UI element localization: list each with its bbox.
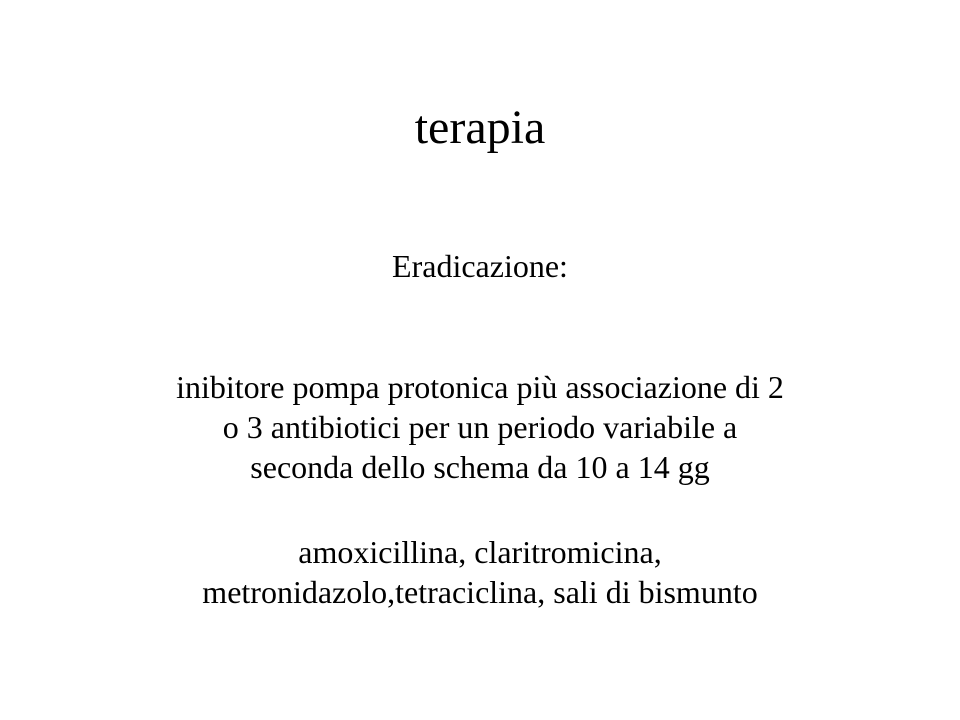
therapy-description <box>60 367 900 487</box>
slide-title: terapia <box>414 101 546 154</box>
subtitle-eradicazione: Eradicazione: <box>392 248 568 284</box>
therapy-description-line: seconda dello schema da 10 a 14 gg <box>250 449 710 485</box>
drug-list-line: metronidazolo,tetraciclina, sali di bismunto <box>202 574 758 610</box>
drug-list <box>60 532 900 612</box>
therapy-description-line: o 3 antibiotici per un periodo variabile a <box>222 409 738 445</box>
therapy-description-line: inibitore pompa protonica più associazione di 2 <box>176 369 784 405</box>
drug-list-line: amoxicillina, claritromicina, <box>298 534 662 570</box>
